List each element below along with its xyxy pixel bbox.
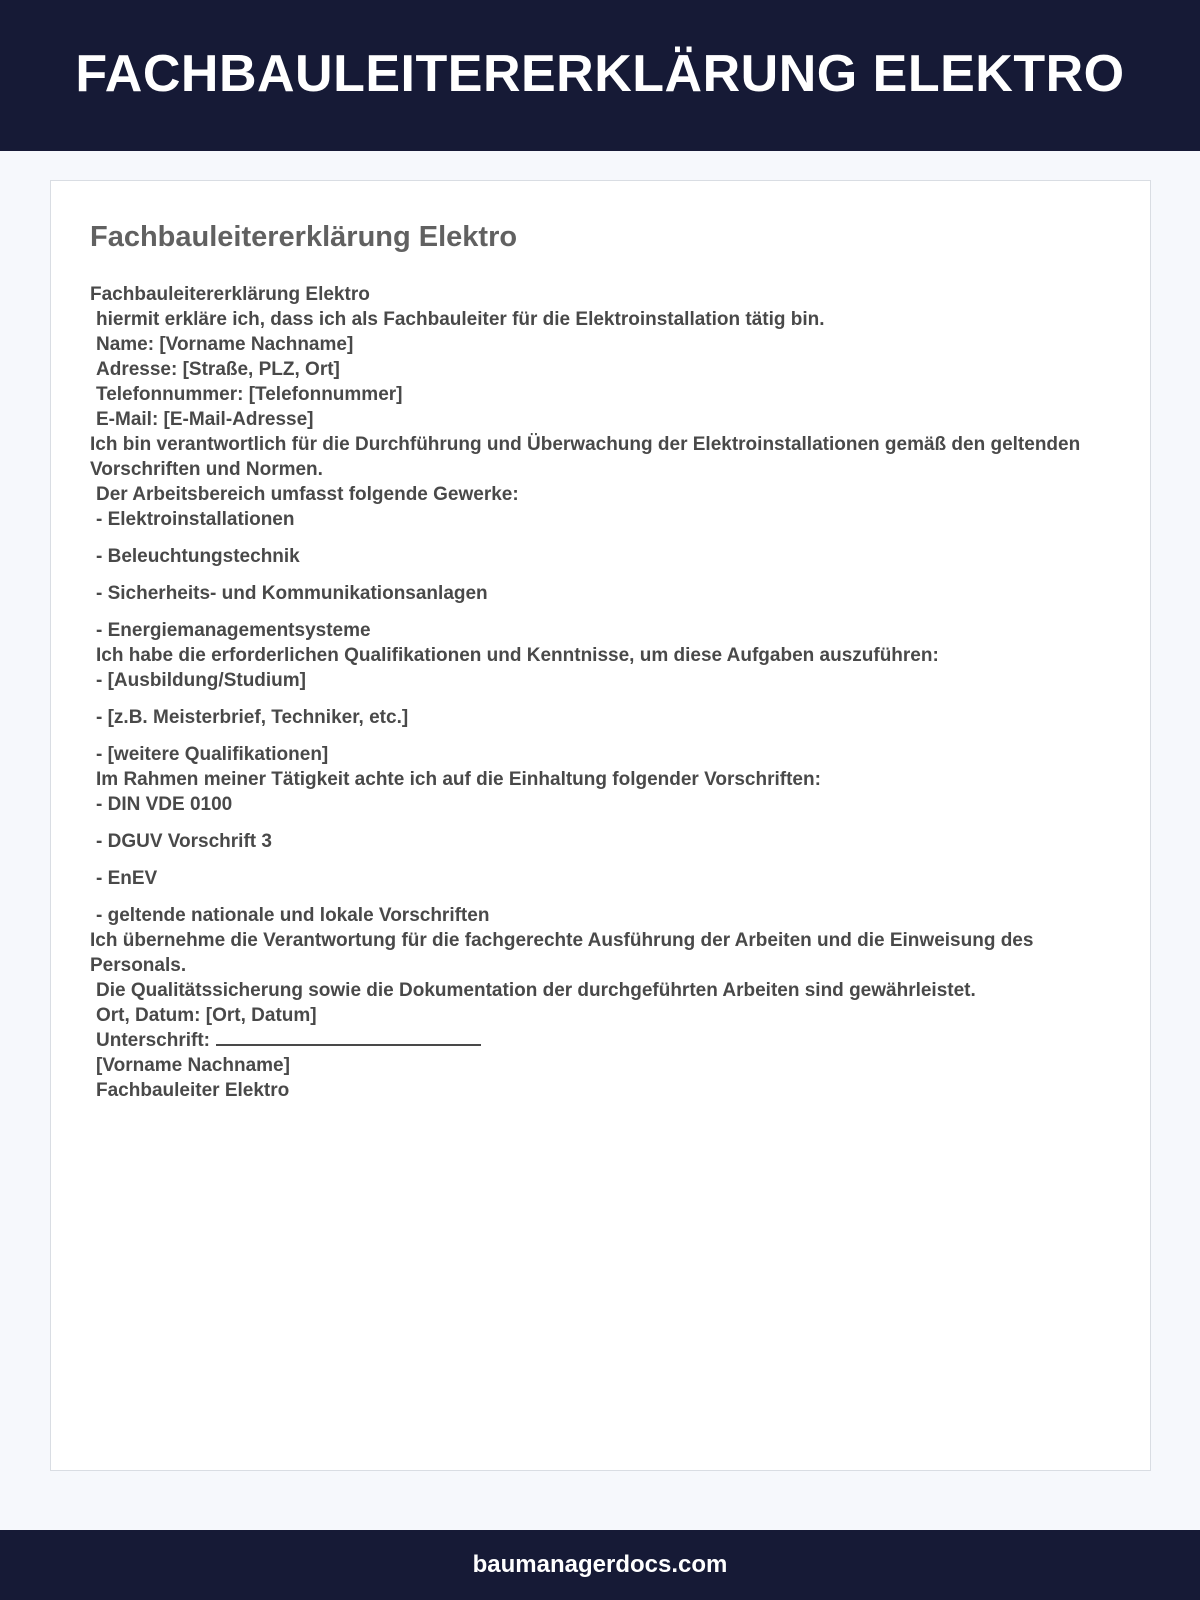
- list-item: - Beleuchtungstechnik: [96, 546, 300, 567]
- page-header: [0, 0, 1200, 151]
- signature-row: [90, 1028, 1112, 1053]
- signature-line: [216, 1029, 481, 1046]
- signer-role: Fachbauleiter Elektro: [96, 1080, 290, 1101]
- signature-label: Unterschrift:: [96, 1030, 211, 1051]
- email-field: E-Mail: [E-Mail-Adresse]: [96, 409, 314, 430]
- intro-text: hiermit erkläre ich, dass ich als Fachbauleiter für die Elektroinstallation tätig bin.: [96, 309, 825, 330]
- qualifications-intro: Ich habe die erforderlichen Qualifikationen und Kenntnisse, um diese Aufgaben auszuführen:: [96, 645, 939, 666]
- list-item: - [Ausbildung/Studium]: [96, 670, 307, 691]
- list-item: - Energiemanagementsysteme: [96, 620, 371, 641]
- list-item: - Sicherheits- und Kommunikationsanlagen: [96, 583, 488, 604]
- list-item: - [z.B. Meisterbrief, Techniker, etc.]: [96, 707, 409, 728]
- place-date-field: Ort, Datum: [Ort, Datum]: [96, 1005, 317, 1026]
- page-title: FACHBAULEITERERKLÄRUNG ELEKTRO: [75, 44, 1125, 103]
- signer-name: [Vorname Nachname]: [96, 1055, 290, 1076]
- document-heading-line: Fachbauleitererklärung Elektro: [90, 284, 370, 305]
- footer-site-link[interactable]: baumanagerdocs.com: [472, 1551, 728, 1578]
- list-item: - [weitere Qualifikationen]: [96, 744, 329, 765]
- list-item: - DIN VDE 0100: [96, 794, 233, 815]
- name-field: Name: [Vorname Nachname]: [96, 334, 354, 355]
- document-card: [50, 180, 1151, 1471]
- quality-text: Die Qualitätssicherung sowie die Dokumentation der durchgeführten Arbeiten sind gewährleistet.: [96, 980, 976, 1001]
- regulations-intro: Im Rahmen meiner Tätigkeit achte ich auf die Einhaltung folgender Vorschriften:: [96, 769, 821, 790]
- list-item: - geltende nationale und lokale Vorschriften: [96, 905, 490, 926]
- document-title: Fachbauleitererklärung Elektro: [90, 221, 518, 253]
- scope-intro: Der Arbeitsbereich umfasst folgende Gewerke:: [96, 484, 519, 505]
- accountability-text: Ich übernehme die Verantwortung für die fachgerechte Ausführung der Arbeiten und die Einweisung des Personals.: [90, 930, 1039, 976]
- list-item: - Elektroinstallationen: [96, 509, 295, 530]
- phone-field: Telefonnummer: [Telefonnummer]: [96, 384, 403, 405]
- responsibility-text: Ich bin verantwortlich für die Durchführung und Überwachung der Elektroinstallationen gemäß den geltenden Vorschriften und Normen.: [90, 434, 1086, 480]
- list-item: - DGUV Vorschrift 3: [96, 831, 272, 852]
- address-field: Adresse: [Straße, PLZ, Ort]: [96, 359, 340, 380]
- page-footer: [0, 1530, 1200, 1600]
- document-body: [90, 282, 1112, 1103]
- list-item: - EnEV: [96, 868, 158, 889]
